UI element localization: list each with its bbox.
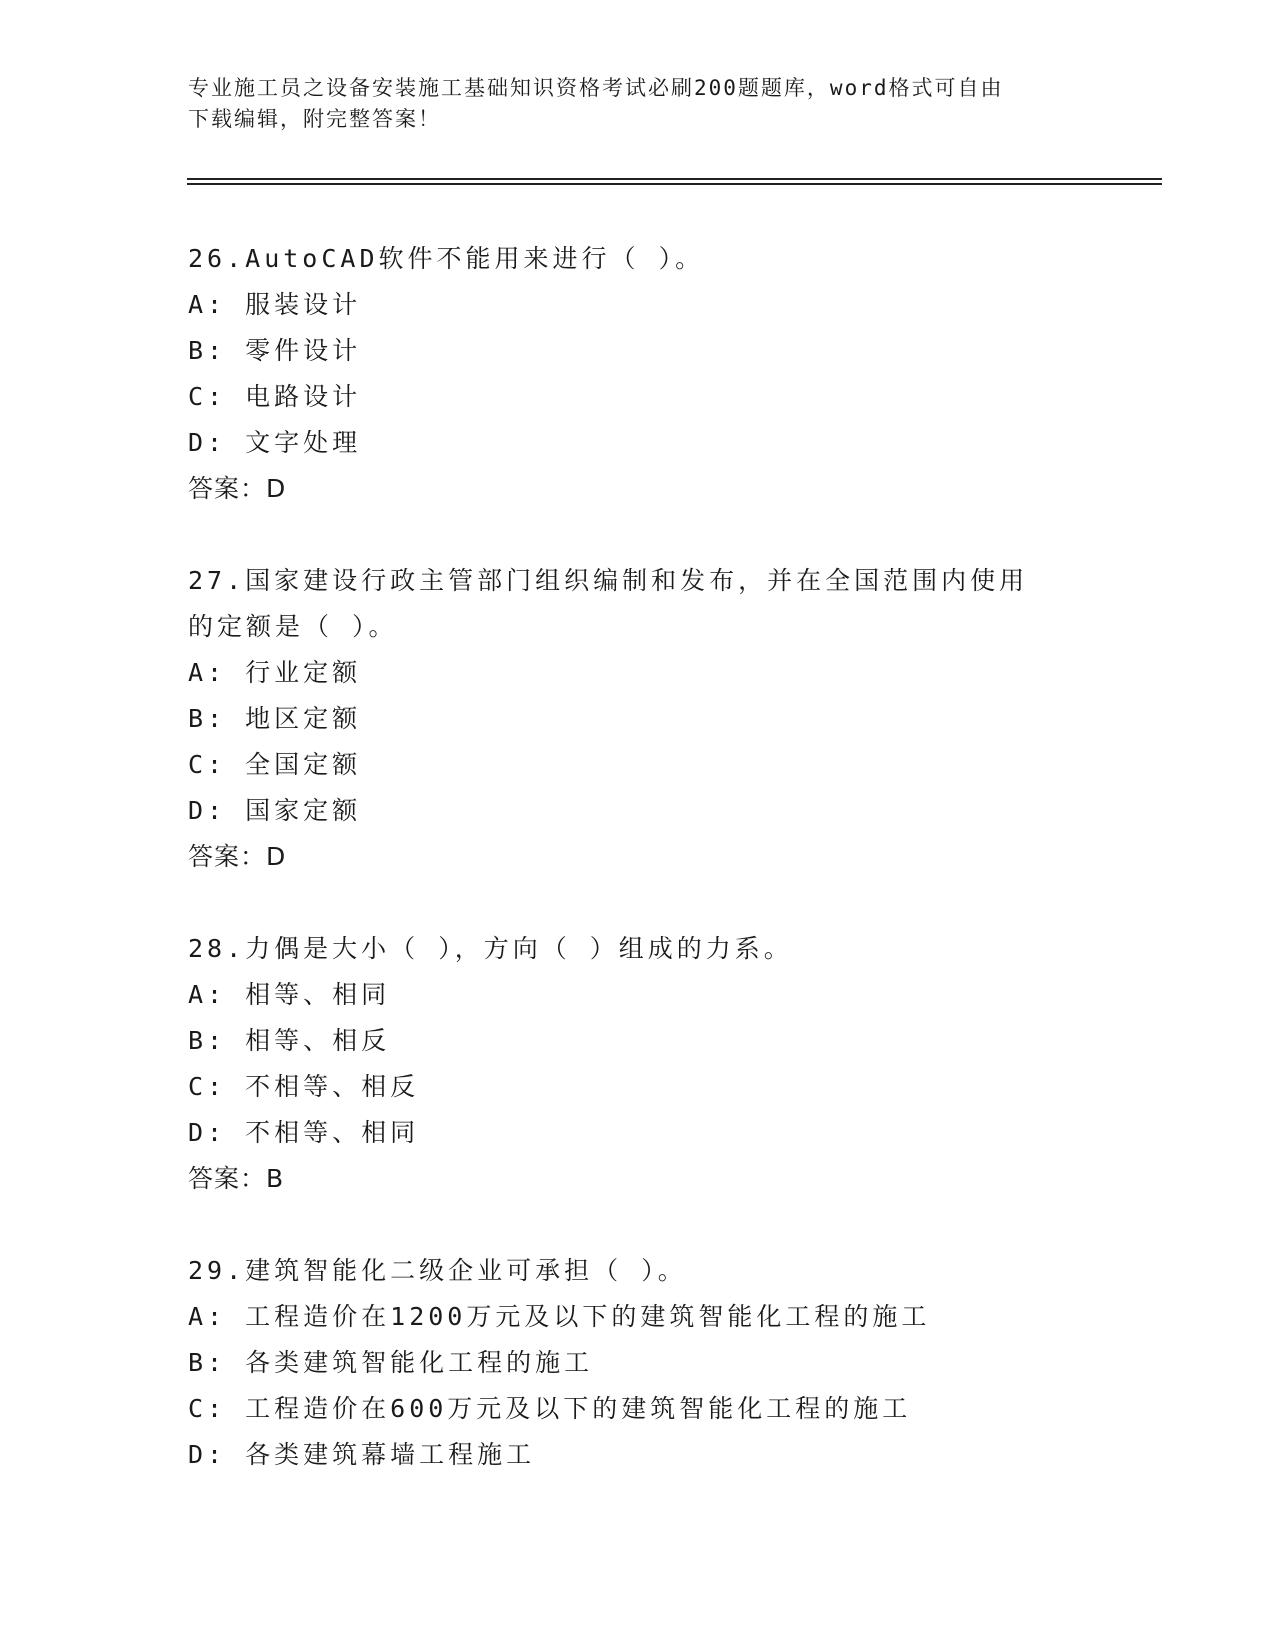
question-26 [188, 236, 1088, 512]
question-stem: 29.建筑智能化二级企业可承担（ ）。 [188, 1256, 687, 1285]
option-a: A: 工程造价在1200万元及以下的建筑智能化工程的施工 [188, 1302, 931, 1331]
option-d: D: 文字处理 [188, 428, 362, 457]
question-stem: 26.AutoCAD软件不能用来进行（ ）。 [188, 244, 705, 273]
header-title-line-1: 专业施工员之设备安装施工基础知识资格考试必刷200题题库，word格式可自由 [188, 76, 1004, 100]
answer-line: 答案：D [188, 842, 287, 871]
answer-line: 答案：B [188, 1164, 285, 1193]
option-b: B: 各类建筑智能化工程的施工 [188, 1348, 594, 1377]
question-29 [188, 1248, 1088, 1478]
header-title-line-2: 下载编辑，附完整答案！ [188, 107, 441, 131]
option-d: D: 国家定额 [188, 796, 362, 825]
question-list [188, 236, 1088, 1524]
option-c: C: 全国定额 [188, 750, 362, 779]
option-d: D: 不相等、相同 [188, 1118, 420, 1147]
header-divider-bottom [187, 183, 1162, 185]
option-d: D: 各类建筑幕墙工程施工 [188, 1440, 536, 1469]
option-c: C: 电路设计 [188, 382, 362, 411]
document-header [188, 73, 1088, 135]
header-divider-top [187, 178, 1162, 180]
option-b: B: 相等、相反 [188, 1026, 391, 1055]
option-a: A: 服装设计 [188, 290, 362, 319]
question-stem: 28.力偶是大小（ ），方向（ ）组成的力系。 [188, 934, 793, 963]
question-27 [188, 558, 1088, 880]
option-a: A: 相等、相同 [188, 980, 391, 1009]
option-c: C: 工程造价在600万元及以下的建筑智能化工程的施工 [188, 1394, 912, 1423]
question-stem: 27.国家建设行政主管部门组织编制和发布，并在全国范围内使用的定额是（ ）。 [188, 566, 1029, 641]
answer-line: 答案：D [188, 474, 287, 503]
option-c: C: 不相等、相反 [188, 1072, 420, 1101]
option-b: B: 地区定额 [188, 704, 362, 733]
question-28 [188, 926, 1088, 1202]
option-b: B: 零件设计 [188, 336, 362, 365]
option-a: A: 行业定额 [188, 658, 362, 687]
